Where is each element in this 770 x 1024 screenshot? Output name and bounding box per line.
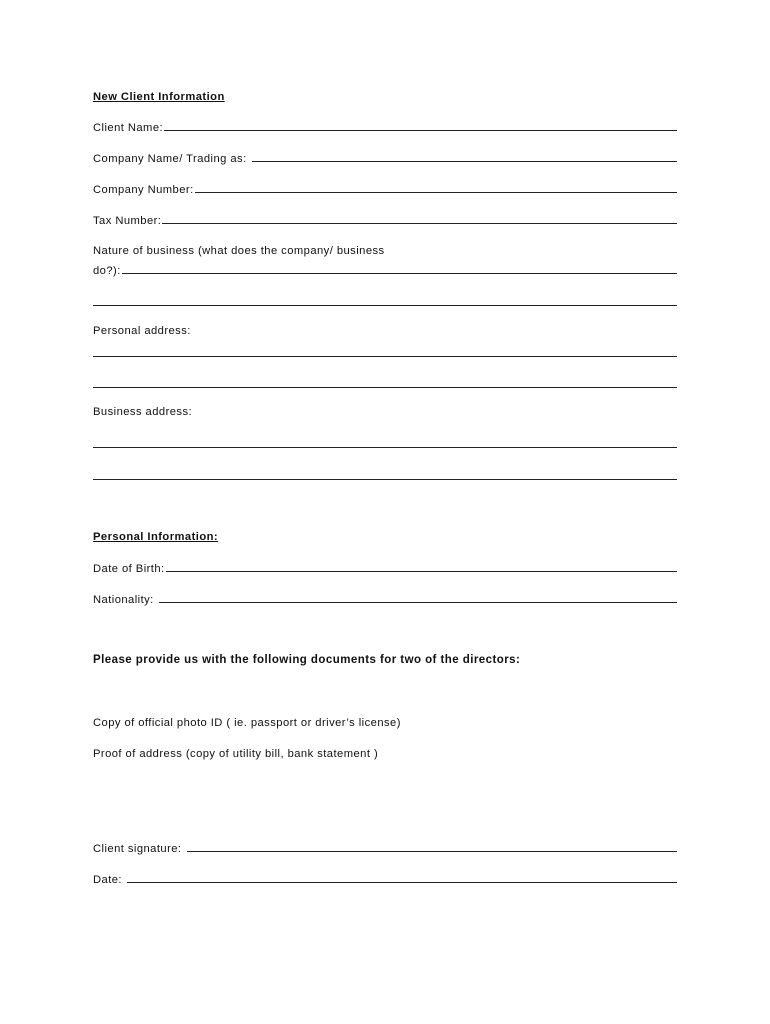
- personal-info-heading: Personal Information:: [93, 531, 219, 543]
- date-of-birth-blank[interactable]: [166, 561, 677, 572]
- company-number-blank[interactable]: [195, 182, 677, 193]
- personal-address-label: Personal address:: [93, 325, 191, 337]
- tax-number-blank[interactable]: [162, 213, 677, 224]
- document-item-photo-id: Copy of official photo ID ( ie. passport or driver’s license): [93, 717, 401, 729]
- nationality-blank[interactable]: [159, 592, 677, 603]
- nature-of-business-field[interactable]: [93, 263, 677, 278]
- tax-number-field[interactable]: [93, 213, 677, 228]
- date-field[interactable]: [93, 872, 677, 887]
- date-of-birth-label: Date of Birth:: [93, 563, 165, 575]
- date-of-birth-field[interactable]: [93, 561, 677, 576]
- documents-heading: Please provide us with the following documents for two of the directors:: [93, 654, 521, 666]
- date-label: Date:: [93, 874, 122, 886]
- client-name-field[interactable]: [93, 120, 677, 135]
- nature-of-business-label-cont: do?):: [93, 265, 121, 277]
- client-signature-label: Client signature:: [93, 843, 182, 855]
- nature-of-business-label: Nature of business (what does the company/ business: [93, 245, 385, 257]
- company-name-blank[interactable]: [252, 151, 677, 162]
- nature-of-business-blank[interactable]: [122, 263, 677, 274]
- document-item-proof-of-address: Proof of address (copy of utility bill, bank statement ): [93, 748, 379, 760]
- nature-of-business-blank-2[interactable]: [93, 305, 677, 306]
- business-address-blank-1[interactable]: [93, 447, 677, 448]
- business-address-blank-2[interactable]: [93, 479, 677, 480]
- company-number-label: Company Number:: [93, 184, 194, 196]
- nature-of-business-question: [93, 244, 677, 258]
- client-signature-blank[interactable]: [187, 841, 678, 852]
- nationality-label: Nationality:: [93, 594, 154, 606]
- personal-address-blank-1[interactable]: [93, 356, 677, 357]
- company-name-field[interactable]: [93, 151, 677, 166]
- date-blank[interactable]: [127, 872, 677, 883]
- company-number-field[interactable]: [93, 182, 677, 197]
- business-address-label-row: [93, 405, 677, 419]
- tax-number-label: Tax Number:: [93, 215, 162, 227]
- client-name-label: Client Name:: [93, 122, 164, 134]
- nationality-field[interactable]: [93, 592, 677, 607]
- personal-address-label-row: [93, 324, 677, 338]
- business-address-label: Business address:: [93, 406, 193, 418]
- company-name-label: Company Name/ Trading as:: [93, 153, 247, 165]
- new-client-heading: New Client Information: [93, 91, 225, 103]
- client-name-blank[interactable]: [164, 120, 677, 131]
- client-signature-field[interactable]: [93, 841, 677, 856]
- personal-address-blank-2[interactable]: [93, 387, 677, 388]
